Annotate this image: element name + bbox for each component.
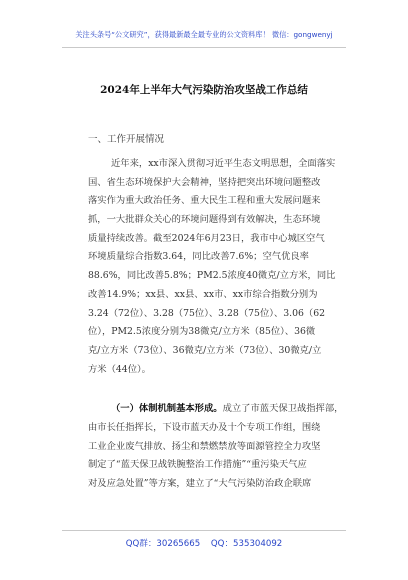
paragraph-line: 方米（44位）。: [88, 363, 151, 375]
paragraph-line: 国、省生态环境保护大会精神，坚持把突出环境问题整改: [88, 176, 321, 188]
paragraph-line: 环境质量综合指数3.64，同比改善7.6%；空气优良率: [88, 251, 309, 263]
document-body: [88, 155, 356, 494]
document-title: 2024年上半年大气污染防治攻坚战工作总结: [100, 84, 308, 96]
paragraph-line: 3.24（72位）、3.28（75位）、3.28（75位）、3.06（62: [88, 307, 326, 319]
footer-divider: [62, 530, 346, 531]
subsection-text: 成立了市蓝天保卫战指挥部，: [222, 403, 344, 415]
header-banner: 关注头条号“公文研究”，获得最新最全最专业的公文资料库！ 微信：gongwenyj: [75, 30, 333, 39]
paragraph-line: 克/立方米（73位）、36微克/立方米（73位）、30微克/立: [88, 344, 322, 356]
paragraph-line: 对及应急处置”等方案，建立了“大气污染防治政企联席: [88, 478, 312, 489]
paragraph-line: 近年来，xx市深入贯彻习近平生态文明思想，全面落实: [111, 158, 336, 169]
subsection-heading: （一）体制机制基本形成。: [111, 403, 223, 415]
paragraph-line: 88.6%，同比改善5.8%；PM2.5浓度40微克/立方米，同比: [88, 270, 336, 282]
paragraph-line: 工业企业废气排放、扬尘和禁燃禁放等面源管控全力攻坚: [88, 440, 321, 452]
paragraph-line: 抓，一大批群众关心的环境问题得到有效解决，生态环境: [88, 214, 321, 226]
footer-contacts: [0, 537, 408, 549]
subsection-first-line: [88, 400, 356, 419]
qq-group-text: QQ群：30265665: [125, 539, 201, 549]
paragraph-line: 制定了“蓝天保卫战铁腕整治工作措施”“重污染天气应: [88, 459, 307, 471]
paragraph-line: 改善14.9%；xx县、xx县、xx市、xx市综合指数分别为: [88, 288, 318, 300]
paragraph-line: 位），PM2.5浓度分别为38微克/立方米（85位）、36微: [88, 326, 316, 338]
header-divider: [62, 47, 346, 48]
paragraph-line: 由市长任指挥长，下设市蓝天办及十个专项工作组，围绕: [88, 421, 321, 433]
paragraph-line: 质量持续改善。截至2024年6月23日，我市中心城区空气: [88, 232, 325, 244]
paragraph-line: 落实作为重大政治任务、重大民生工程和重大发展问题来: [88, 195, 321, 207]
section-heading: 一、工作开展情况: [88, 134, 165, 145]
qq-contact-text: QQ：535304092: [210, 539, 283, 549]
